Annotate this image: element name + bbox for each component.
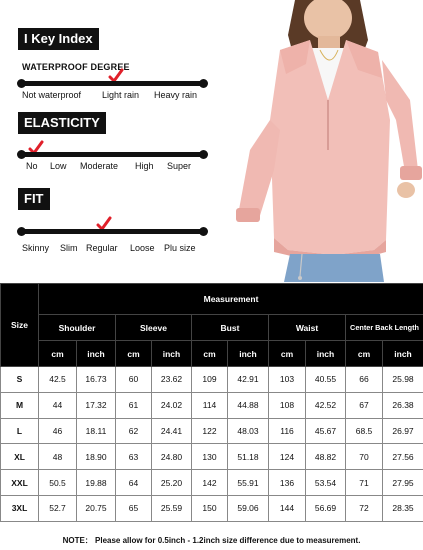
unit-header: cm [192,341,228,367]
table-cell: 61 [116,392,152,418]
group-header-center-back-length: Center Back Length [346,315,423,341]
table-cell: 16.73 [77,367,116,393]
scale-knob [199,150,208,159]
group-header-shoulder: Shoulder [39,315,116,341]
table-cell: 116 [269,418,306,444]
table-cell: 24.41 [152,418,192,444]
unit-header: cm [39,341,77,367]
table-cell: 68.5 [346,418,383,444]
table-cell: 56.69 [306,495,346,521]
table-row [1,444,423,470]
table-cell: 109 [192,367,228,393]
table-cell: 42.91 [228,367,269,393]
table-cell: 64 [116,470,152,496]
fit-option-loose: Loose [130,243,155,253]
group-header-bust: Bust [192,315,269,341]
fit-option-plus: Plu size [164,243,196,253]
table-cell: 40.55 [306,367,346,393]
fit-scale [18,229,204,234]
table-cell: 52.7 [39,495,77,521]
table-cell: 130 [192,444,228,470]
unit-header: cm [269,341,306,367]
table-cell: 44.88 [228,392,269,418]
waterproof-option-light: Light rain [102,90,140,100]
unit-header: inch [383,341,423,367]
table-cell: 27.95 [383,470,423,496]
product-photo [210,0,423,282]
table-cell: 108 [269,392,306,418]
table-cell: 71 [346,470,383,496]
table-cell: 136 [269,470,306,496]
scale-knob [199,79,208,88]
waterproof-option-not: Not waterproof [22,90,82,100]
table-cell: 42.52 [306,392,346,418]
elasticity-title: ELASTICITY [18,112,106,134]
fit-title: FIT [18,188,50,210]
table-cell: 44 [39,392,77,418]
table-cell: 51.18 [228,444,269,470]
elasticity-option-moderate: Moderate [80,161,119,171]
table-cell: 26.38 [383,392,423,418]
size-chart [0,283,423,550]
table-cell: 28.35 [383,495,423,521]
waterproof-title: WATERPROOF DEGREE [22,62,130,72]
table-row [1,367,423,393]
table-cell: 24.02 [152,392,192,418]
group-header-sleeve: Sleeve [116,315,192,341]
table-cell: 20.75 [77,495,116,521]
table-cell: 48.82 [306,444,346,470]
table-row [1,495,423,521]
table-cell: 63 [116,444,152,470]
table-cell: 66 [346,367,383,393]
table-cell: 46 [39,418,77,444]
unit-header: cm [346,341,383,367]
waterproof-option-heavy: Heavy rain [154,90,198,100]
table-cell: 25.20 [152,470,192,496]
table-cell: 18.11 [77,418,116,444]
unit-header: cm [116,341,152,367]
table-cell: 24.80 [152,444,192,470]
scale-knob [199,227,208,236]
table-cell: 62 [116,418,152,444]
elasticity-scale [18,152,204,157]
table-cell: 122 [192,418,228,444]
table-cell: 26.97 [383,418,423,444]
table-cell: 70 [346,444,383,470]
table-cell: 55.91 [228,470,269,496]
table-cell: 18.90 [77,444,116,470]
table-cell: 27.56 [383,444,423,470]
fit-option-slim: Slim [60,243,78,253]
fit-option-skinny: Skinny [22,243,50,253]
size-cell: XXL [1,470,39,496]
table-cell: 25.59 [152,495,192,521]
table-cell: 25.98 [383,367,423,393]
size-cell: M [1,392,39,418]
table-cell: 59.06 [228,495,269,521]
unit-header: inch [77,341,116,367]
size-cell: XL [1,444,39,470]
table-cell: 42.5 [39,367,77,393]
unit-header: inch [152,341,192,367]
size-cell: S [1,367,39,393]
size-table [0,283,423,522]
elasticity-option-super: Super [167,161,192,171]
scale-knob [17,150,26,159]
table-row [1,392,423,418]
table-cell: 65 [116,495,152,521]
table-cell: 124 [269,444,306,470]
group-header-waist: Waist [269,315,346,341]
table-cell: 53.54 [306,470,346,496]
unit-header: inch [228,341,269,367]
scale-knob [17,79,26,88]
table-cell: 17.32 [77,392,116,418]
elasticity-option-no: No [26,161,38,171]
table-cell: 45.67 [306,418,346,444]
fit-option-regular: Regular [86,243,118,253]
table-cell: 72 [346,495,383,521]
key-index-title: I Key Index [18,28,99,50]
table-cell: 144 [269,495,306,521]
table-cell: 103 [269,367,306,393]
waterproof-scale [18,81,204,86]
table-cell: 48.03 [228,418,269,444]
size-column-header: Size [1,284,39,367]
table-cell: 48 [39,444,77,470]
table-cell: 23.62 [152,367,192,393]
size-cell: L [1,418,39,444]
elasticity-option-high: High [135,161,154,171]
table-cell: 50.5 [39,470,77,496]
size-note: NOTE： Please allow for 0.5inch - 1.2inch size difference due to measurement. [62,536,361,545]
table-cell: 19.88 [77,470,116,496]
size-cell: 3XL [1,495,39,521]
elasticity-option-low: Low [50,161,67,171]
table-cell: 60 [116,367,152,393]
scale-knob [17,227,26,236]
table-cell: 150 [192,495,228,521]
unit-header: inch [306,341,346,367]
table-row [1,418,423,444]
table-cell: 67 [346,392,383,418]
measurement-header: Measurement [39,284,423,315]
table-cell: 142 [192,470,228,496]
table-cell: 114 [192,392,228,418]
table-row [1,470,423,496]
